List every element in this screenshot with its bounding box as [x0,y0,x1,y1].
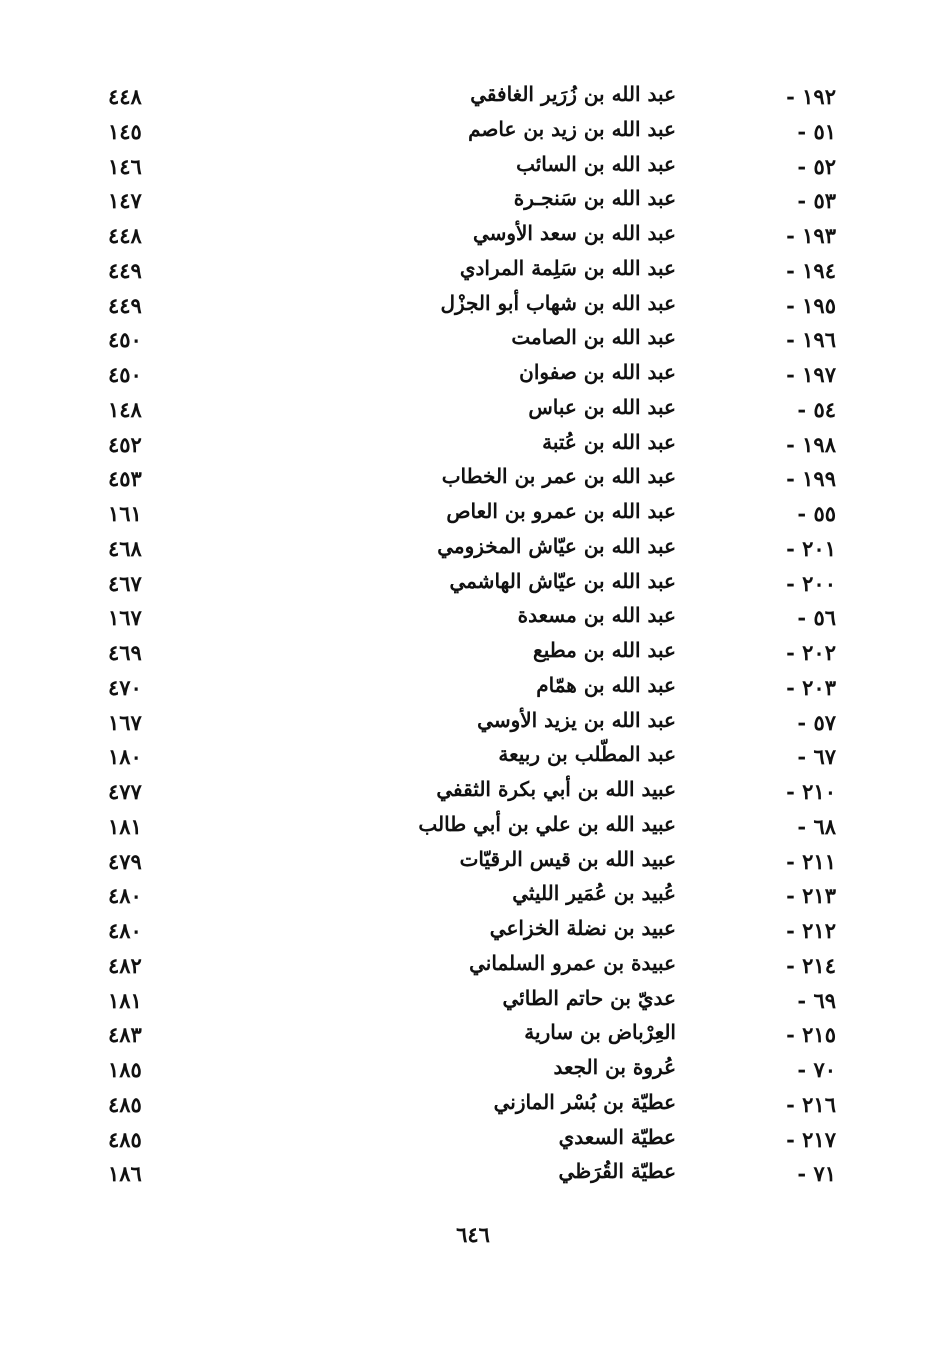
index-row [0,393,946,428]
entry-page-reference: ١٨٥ [108,1057,142,1082]
entry-name: عديّ بن حاتم الطائي [502,985,676,1010]
index-row [0,1053,946,1088]
entry-number: ٦٩ - [797,987,836,1013]
entry-name: عبيد بن نضلة الخزاعي [489,916,676,940]
entry-page-reference: ٤٦٩ [108,640,142,665]
index-row [0,1123,946,1158]
entry-name: عطيّة بن بُسْر المازني [493,1089,676,1114]
entry-page-reference: ٤٥٠ [108,362,142,387]
entry-name: عبد الله بن سَنجـرة [513,186,676,211]
entry-page-reference: ٤٥٢ [108,431,142,457]
entry-page-reference: ٤٤٩ [108,257,142,283]
index-row [0,636,946,671]
entry-name: عبد الله بن السائب [516,151,676,176]
entry-page-reference: ٤٤٨ [108,84,142,109]
entry-name: عبد الله بن صفوان [519,360,676,384]
page-number: ٦٤٦ [456,1222,490,1247]
entry-page-reference: ١٤٦ [108,153,142,179]
entry-number: ٢٠١ - [786,535,836,561]
entry-name: عبد الله بن الصامت [511,325,676,350]
index-row [0,706,946,741]
index-row [0,358,946,393]
entry-number: ١٩٩ - [786,466,836,492]
entry-name: عبد الله بن سَلِمة المرادي [459,255,676,280]
entry-number: ١٩٨ - [786,431,836,457]
index-row [0,219,946,254]
entry-number: ١٩٥ - [786,292,836,318]
entry-number: ٥٥ - [797,501,836,526]
index-row [0,914,946,949]
entry-name: عبيد الله بن قيس الرقيّات [459,846,676,871]
entry-number: ٢١٠ - [786,779,836,804]
index-row [0,323,946,358]
entry-name: عبد الله بن يزيد الأوسي [477,707,676,732]
entry-name: عبد الله بن عباس [528,394,676,419]
entry-page-reference: ٤٤٨ [108,223,142,248]
index-row [0,80,946,115]
entry-name: عبد الله بن شهاب أبو الجزْل [440,290,676,315]
entry-number: ٥٢ - [797,153,836,179]
entry-number: ٢١٢ - [786,918,836,943]
entry-page-reference: ٤٨٠ [108,883,142,909]
index-row [0,810,946,845]
index-row [0,740,946,775]
entry-name: عبد الله بن سعد الأوسي [472,221,676,245]
entry-page-reference: ٤٦٧ [108,570,142,596]
entry-page-reference: ٤٨٥ [108,1091,142,1117]
index-row [0,1157,946,1192]
entry-name: عبد المطّلب بن ربيعة [498,742,676,767]
entry-name: عبد الله بن عيّاش الهاشمي [449,568,676,593]
entry-page-reference: ٤٨٢ [108,952,142,978]
entry-number: ١٩٣ - [786,223,836,248]
entry-number: ٥٦ - [797,605,836,631]
index-row [0,845,946,880]
index-row [0,254,946,289]
index-row [0,671,946,706]
entry-number: ٥٣ - [797,188,836,214]
index-row [0,601,946,636]
entry-page-reference: ٤٧٠ [108,674,142,700]
entry-page-reference: ٤٥٠ [108,327,142,353]
entry-page-reference: ١٦٧ [108,605,142,631]
entry-name: عبد الله بن عُتبة [542,429,676,454]
entry-page-reference: ٤٥٣ [108,466,142,492]
entry-number: ٥٧ - [797,709,836,735]
entry-number: ٢٠٣ - [786,674,836,700]
entry-number: ٢١٤ - [786,952,836,978]
entry-number: ٢٠٠ - [786,570,836,596]
entry-name: عبد الله بن همّام [536,672,676,697]
entry-page-reference: ١٤٥ [108,118,142,144]
index-row [0,150,946,185]
entry-number: ٦٨ - [797,813,836,839]
entry-page-reference: ١٨١ [108,987,142,1013]
index-row [0,1088,946,1123]
entry-page-reference: ٤٨٠ [108,918,142,943]
entry-page-reference: ١٨١ [108,813,142,839]
entry-number: ٢١١ - [786,848,836,874]
entry-name: عطيّة السعدي [558,1124,676,1149]
entry-name: عبد الله بن زُرَير الغافقي [470,82,676,106]
entry-page-reference: ٤٧٧ [108,779,142,804]
entry-page-reference: ١٨٠ [108,744,142,770]
entry-number: ١٩٧ - [786,362,836,387]
index-row [0,984,946,1019]
entry-page-reference: ٤٨٥ [108,1126,142,1152]
index-row [0,775,946,810]
entry-number: ١٩٤ - [786,257,836,283]
entry-number: ٢١٧ - [786,1126,836,1152]
index-row [0,879,946,914]
index-row [0,289,946,324]
index-row [0,532,946,567]
entry-page-reference: ١٦٧ [108,709,142,735]
entry-number: ٢١٣ - [786,883,836,909]
entry-number: ٢٠٢ - [786,640,836,665]
index-row [0,949,946,984]
entry-page-reference: ١٤٧ [108,188,142,214]
index-row [0,184,946,219]
entry-page-reference: ٤٤٩ [108,292,142,318]
entry-name: عُبيد بن عُمَير الليثي [512,881,676,906]
entry-name: عبد الله بن مسعدة [517,603,676,628]
index-row [0,428,946,463]
entry-name: عبد الله بن مطيع [533,638,676,662]
index-row [0,115,946,150]
entry-name: عبيد الله بن علي بن أبي طالب [418,811,676,836]
index-row [0,462,946,497]
entry-name: عبيدة بن عمرو السلماني [469,950,676,975]
entry-number: ١٩٢ - [786,84,836,109]
entry-number: ١٩٦ - [786,327,836,353]
index-row [0,1018,946,1053]
entry-name: عبد الله بن عيّاش المخزومي [437,533,676,558]
entry-name: العِرْباض بن سارية [524,1020,676,1045]
entry-page-reference: ١٤٨ [108,396,142,422]
entry-page-reference: ١٨٦ [108,1161,142,1187]
entry-name: عبد الله بن عمرو بن العاص [446,499,676,523]
index-row [0,567,946,602]
entry-name: عبد الله بن عمر بن الخطاب [441,464,676,489]
entry-number: ٢١٦ - [786,1091,836,1117]
entry-page-reference: ١٦١ [108,501,142,526]
entry-name: عُروة بن الجعد [553,1055,676,1079]
entry-number: ٧٠ - [797,1057,836,1082]
entry-number: ٧١ - [797,1161,836,1187]
entry-name: عطيّة القُرَظي [558,1159,676,1184]
entry-number: ٢١٥ - [786,1022,836,1048]
entry-page-reference: ٤٨٣ [108,1022,142,1048]
entry-name: عبد الله بن زيد بن عاصم [468,116,676,141]
entry-page-reference: ٤٧٩ [108,848,142,874]
entry-page-reference: ٤٦٨ [108,535,142,561]
entry-number: ٥١ - [797,118,836,144]
entry-number: ٥٤ - [797,396,836,422]
entry-name: عبيد الله بن أبي بكرة الثقفي [436,777,676,801]
index-table [0,80,946,1192]
entry-number: ٦٧ - [797,744,836,770]
index-row [0,497,946,532]
